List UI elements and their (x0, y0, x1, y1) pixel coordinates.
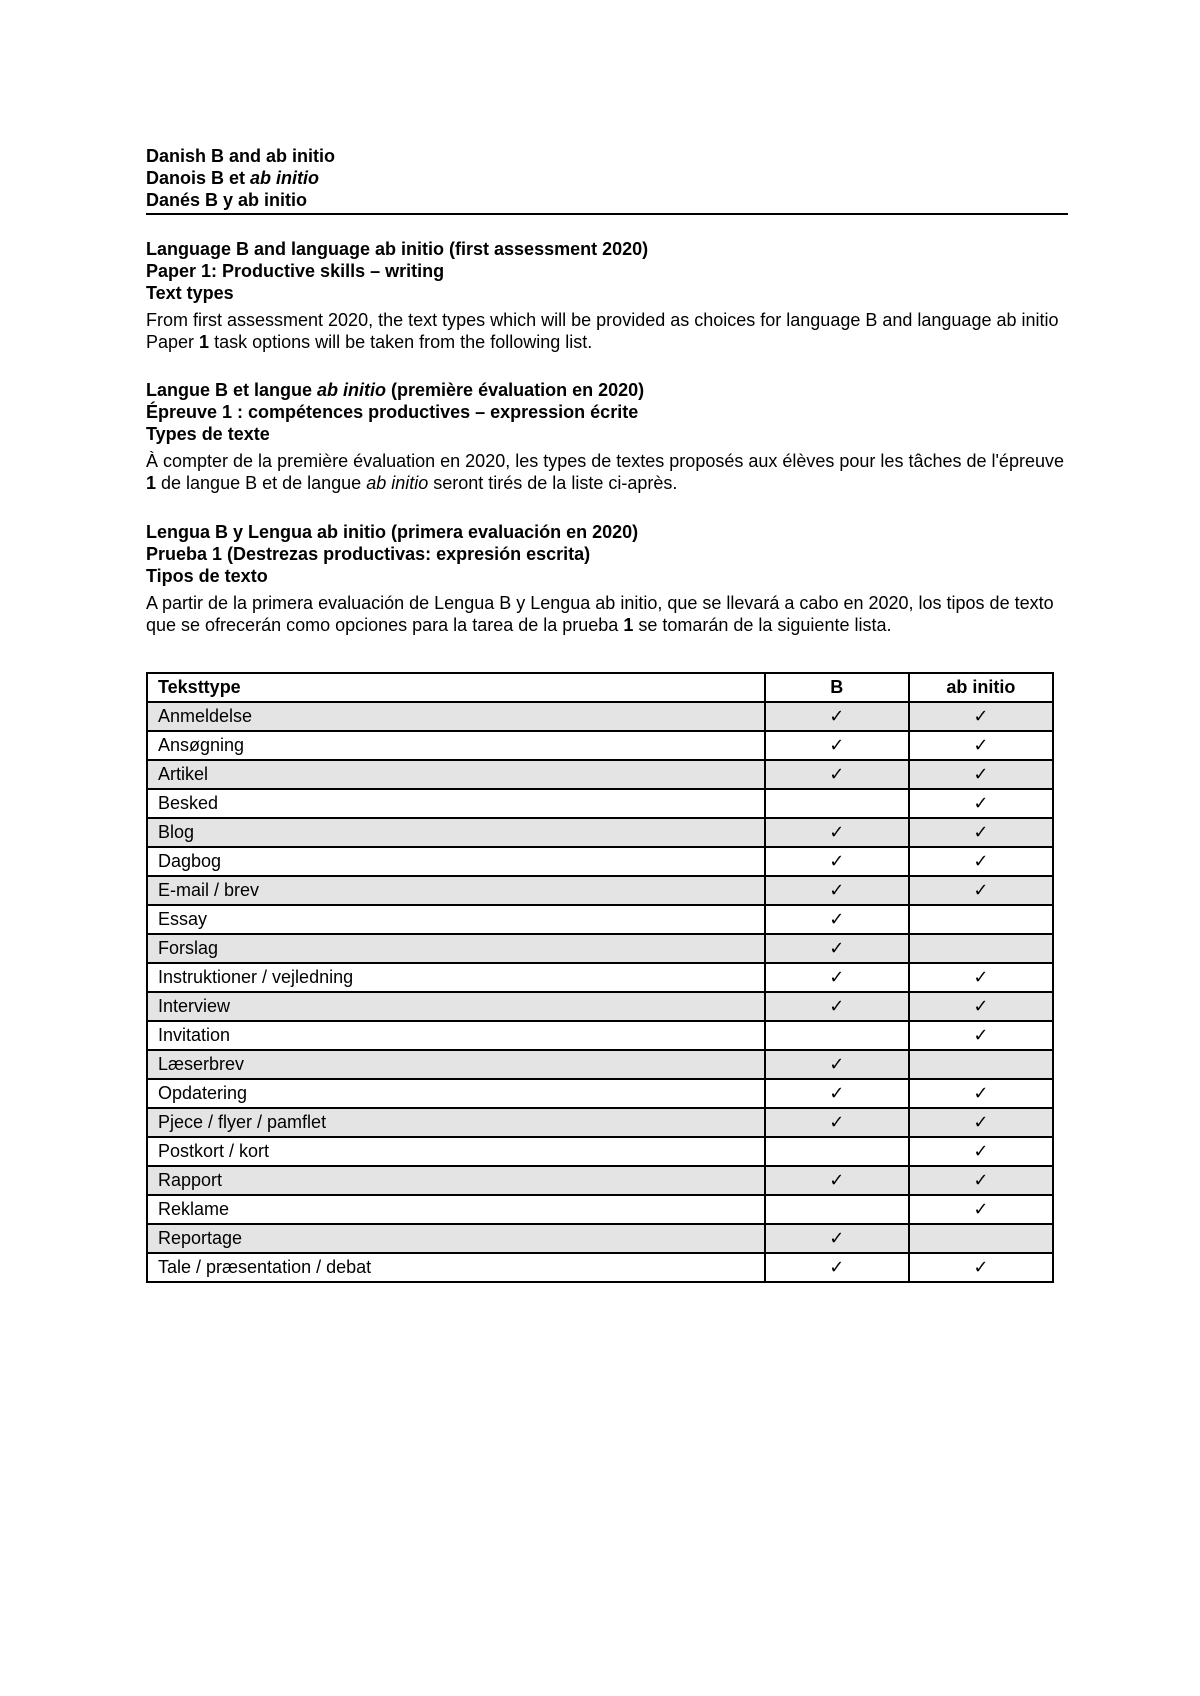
checkmark-icon: ✓ (973, 1257, 989, 1278)
checkmark-icon: ✓ (829, 764, 845, 785)
ab-initio-check-cell (909, 1195, 1053, 1224)
text-type-name: Invitation (147, 1021, 765, 1050)
ab-initio-check-cell (909, 818, 1053, 847)
checkmark-icon: ✓ (973, 706, 989, 727)
spanish-types: Tipos de texto (146, 566, 268, 586)
ab-initio-check-cell (909, 876, 1053, 905)
b-check-cell (765, 789, 909, 818)
table-row (147, 876, 1053, 905)
french-para-c: de langue B et de langue (156, 473, 367, 493)
english-paragraph (146, 309, 1066, 353)
checkmark-icon: ✓ (829, 1228, 845, 1249)
document-header (146, 145, 1066, 211)
french-para-a: À compter de la première évaluation en 2020, les types de textes proposés aux élèves pour les tâches de l'épreuve (146, 451, 1064, 471)
table-row (147, 1021, 1053, 1050)
french-paper: Épreuve 1 : compétences productives – expression écrite (146, 402, 639, 422)
english-paper: Paper 1: Productive skills – writing (146, 261, 445, 281)
table-row (147, 963, 1053, 992)
b-check-cell (765, 1195, 909, 1224)
ab-initio-check-cell (909, 934, 1053, 963)
checkmark-icon: ✓ (973, 1083, 989, 1104)
table-row (147, 1166, 1053, 1195)
b-check-cell (765, 1050, 909, 1079)
ab-initio-check-cell (909, 1166, 1053, 1195)
ab-initio-check-cell (909, 731, 1053, 760)
french-title-a: Langue B et langue (146, 380, 318, 400)
text-type-name: Tale / præsentation / debat (147, 1253, 765, 1282)
text-type-name: Dagbog (147, 847, 765, 876)
checkmark-icon: ✓ (973, 851, 989, 872)
checkmark-icon: ✓ (829, 706, 845, 727)
column-header-b: B (765, 673, 909, 702)
table-row (147, 992, 1053, 1021)
table-row (147, 1195, 1053, 1224)
b-check-cell (765, 760, 909, 789)
french-paragraph (146, 450, 1066, 494)
table-row (147, 702, 1053, 731)
text-type-name: Opdatering (147, 1079, 765, 1108)
checkmark-icon: ✓ (973, 996, 989, 1017)
ab-initio-check-cell (909, 1079, 1053, 1108)
b-check-cell (765, 934, 909, 963)
english-para-b: 1 (199, 332, 210, 352)
text-type-name: Postkort / kort (147, 1137, 765, 1166)
b-check-cell (765, 992, 909, 1021)
b-check-cell (765, 905, 909, 934)
english-para-a: From first assessment 2020, the text types which will be provided as choices for language B and language ab initio Paper (146, 310, 1059, 352)
table-row (147, 760, 1053, 789)
checkmark-icon: ✓ (829, 822, 845, 843)
header-divider (146, 213, 1068, 215)
ab-initio-check-cell (909, 963, 1053, 992)
b-check-cell (765, 1108, 909, 1137)
b-check-cell (765, 1021, 909, 1050)
text-type-name: Essay (147, 905, 765, 934)
text-type-name: Pjece / flyer / pamflet (147, 1108, 765, 1137)
table-row (147, 1137, 1053, 1166)
english-para-c: task options will be taken from the following list. (209, 332, 593, 352)
ab-initio-check-cell (909, 1050, 1053, 1079)
french-section (146, 379, 1066, 494)
checkmark-icon: ✓ (829, 996, 845, 1017)
ab-initio-check-cell (909, 789, 1053, 818)
b-check-cell (765, 818, 909, 847)
b-check-cell (765, 963, 909, 992)
table-row (147, 789, 1053, 818)
french-title-b: (première évaluation en 2020) (386, 380, 645, 400)
checkmark-icon: ✓ (829, 1257, 845, 1278)
text-type-name: Rapport (147, 1166, 765, 1195)
b-check-cell (765, 1253, 909, 1282)
header-spanish: Danés B y ab initio (146, 190, 308, 210)
table-row (147, 905, 1053, 934)
text-type-name: Blog (147, 818, 765, 847)
checkmark-icon: ✓ (829, 967, 845, 988)
header-french-text: Danois B et (146, 168, 251, 188)
checkmark-icon: ✓ (829, 735, 845, 756)
b-check-cell (765, 876, 909, 905)
b-check-cell (765, 847, 909, 876)
ab-initio-check-cell (909, 1224, 1053, 1253)
ab-initio-check-cell (909, 847, 1053, 876)
checkmark-icon: ✓ (973, 1199, 989, 1220)
text-type-name: E-mail / brev (147, 876, 765, 905)
checkmark-icon: ✓ (973, 880, 989, 901)
french-title-italic: ab initio (317, 380, 387, 400)
text-type-name: Artikel (147, 760, 765, 789)
column-header-teksttype: Teksttype (147, 673, 765, 702)
checkmark-icon: ✓ (829, 1170, 845, 1191)
checkmark-icon: ✓ (973, 1170, 989, 1191)
checkmark-icon: ✓ (973, 735, 989, 756)
french-title (146, 379, 1066, 401)
french-types: Types de texte (146, 424, 270, 444)
text-type-name: Ansøgning (147, 731, 765, 760)
ab-initio-check-cell (909, 702, 1053, 731)
checkmark-icon: ✓ (829, 1054, 845, 1075)
b-check-cell (765, 702, 909, 731)
checkmark-icon: ✓ (973, 1025, 989, 1046)
ab-initio-check-cell (909, 1108, 1053, 1137)
ab-initio-check-cell (909, 1021, 1053, 1050)
text-type-name: Reklame (147, 1195, 765, 1224)
header-french (146, 167, 1066, 189)
text-type-name: Anmeldelse (147, 702, 765, 731)
french-para-italic: ab initio (366, 473, 429, 493)
b-check-cell (765, 1224, 909, 1253)
spanish-section (146, 521, 1066, 636)
text-type-name: Reportage (147, 1224, 765, 1253)
table-row (147, 731, 1053, 760)
ab-initio-check-cell (909, 1253, 1053, 1282)
table-row (147, 1079, 1053, 1108)
table-row (147, 1253, 1053, 1282)
ab-initio-check-cell (909, 760, 1053, 789)
b-check-cell (765, 1166, 909, 1195)
spanish-para-c: se tomarán de la siguiente lista. (633, 615, 892, 635)
ab-initio-check-cell (909, 905, 1053, 934)
b-check-cell (765, 1079, 909, 1108)
checkmark-icon: ✓ (973, 1112, 989, 1133)
table-body (147, 702, 1053, 1282)
table-header-row (147, 673, 1053, 702)
checkmark-icon: ✓ (973, 967, 989, 988)
b-check-cell (765, 731, 909, 760)
ab-initio-check-cell (909, 1137, 1053, 1166)
checkmark-icon: ✓ (829, 938, 845, 959)
table-row (147, 1224, 1053, 1253)
english-types: Text types (146, 283, 234, 303)
text-type-name: Besked (147, 789, 765, 818)
header-english: Danish B and ab initio (146, 146, 336, 166)
checkmark-icon: ✓ (973, 1141, 989, 1162)
checkmark-icon: ✓ (829, 851, 845, 872)
text-type-name: Interview (147, 992, 765, 1021)
english-title: Language B and language ab initio (first assessment 2020) (146, 239, 649, 259)
checkmark-icon: ✓ (973, 822, 989, 843)
checkmark-icon: ✓ (829, 909, 845, 930)
header-french-italic: ab initio (250, 168, 320, 188)
spanish-paragraph (146, 592, 1066, 636)
table-row (147, 847, 1053, 876)
spanish-para-a: A partir de la primera evaluación de Lengua B y Lengua ab initio, que se llevará a cabo en 2020, los tipos de texto que se ofrecerán como opciones para la tarea de la prueba (146, 593, 1054, 635)
table-row (147, 818, 1053, 847)
text-type-name: Læserbrev (147, 1050, 765, 1079)
checkmark-icon: ✓ (829, 1112, 845, 1133)
checkmark-icon: ✓ (973, 764, 989, 785)
text-type-name: Forslag (147, 934, 765, 963)
checkmark-icon: ✓ (829, 1083, 845, 1104)
b-check-cell (765, 1137, 909, 1166)
checkmark-icon: ✓ (973, 793, 989, 814)
column-header-ab-initio: ab initio (909, 673, 1053, 702)
french-para-b: 1 (146, 473, 157, 493)
text-type-name: Instruktioner / vejledning (147, 963, 765, 992)
checkmark-icon: ✓ (829, 880, 845, 901)
french-para-d: seront tirés de la liste ci-après. (428, 473, 678, 493)
english-section (146, 238, 1066, 353)
ab-initio-check-cell (909, 992, 1053, 1021)
spanish-para-b: 1 (623, 615, 634, 635)
text-types-table (146, 672, 1054, 1283)
spanish-paper: Prueba 1 (Destrezas productivas: expresión escrita) (146, 544, 591, 564)
table-row (147, 1108, 1053, 1137)
table-row (147, 934, 1053, 963)
table-row (147, 1050, 1053, 1079)
spanish-title: Lengua B y Lengua ab initio (primera evaluación en 2020) (146, 522, 639, 542)
